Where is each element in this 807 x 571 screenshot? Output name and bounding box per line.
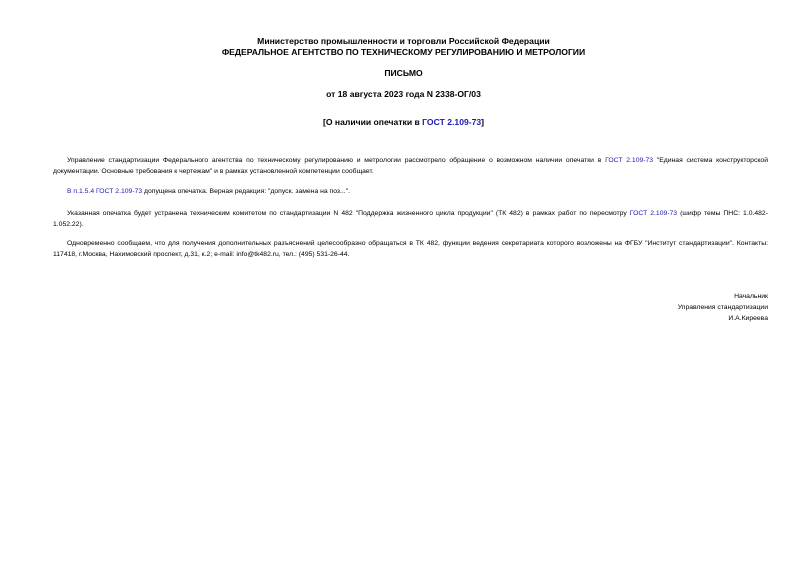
agency-title: ФЕДЕРАЛЬНОЕ АГЕНТСТВО ПО ТЕХНИЧЕСКОМУ РЕГУЛИРОВАНИЮ И МЕТРОЛОГИИ: [221, 47, 586, 57]
paragraph-request-text-before: Управление стандартизации Федерального агентства по техническому регулированию и метрологии рассмотрело обращение о возможном наличии опечатки в: [67, 157, 606, 164]
document-date-number: от 18 августа 2023 года N 2338-ОГ/03: [326, 89, 481, 99]
document-type: ПИСЬМО: [384, 68, 423, 78]
paragraph-contacts: Одновременно сообщаем, что для получения дополнительных разъяснений целесообразно обращаться в ТК 482, функции ведения секретариата которого возложены на ФГБУ "Институт стандартизации". Контакты: 117418, г.Москва, Нахимовский проспект, д.31, к.2; e-mail: info@tk482.ru, тел.: (495) 531-26-44.: [53, 240, 768, 258]
ministry-title: Министерство промышленности и торговли Российской Федерации: [257, 36, 550, 46]
paragraph-typo: [53, 186, 768, 197]
paragraph-typo-gost-link[interactable]: В п.1.5.4 ГОСТ 2.109-73: [67, 188, 143, 195]
paragraph-request-gost-link[interactable]: ГОСТ 2.109-73: [605, 157, 654, 164]
signature-position: Начальник: [734, 293, 768, 300]
subject-suffix: ]: [481, 117, 485, 127]
paragraph-typo-text: допущена опечатка. Верная редакция: "допуск. замена на поз...".: [142, 188, 350, 195]
subject-prefix: [О наличии опечатки в: [322, 117, 423, 127]
paragraph-committee: [53, 208, 768, 230]
document-subject: [0, 117, 807, 128]
signature-department: Управления стандартизации: [677, 304, 768, 311]
paragraph-committee-text-before: Указанная опечатка будет устранена техническим комитетом по стандартизации N 482 "Поддержка жизненного цикла продукции" (ТК 482) в рамках работ по пересмотру: [67, 210, 630, 217]
paragraph-committee-gost-link[interactable]: ГОСТ 2.109-73: [629, 210, 678, 217]
signature-name: И.А.Киреева: [728, 315, 768, 322]
paragraph-request-text-after: "Единая система конструкторской документации. Основные требования к чертежам" и в рамках установленной компетенции сообщает.: [53, 157, 768, 175]
subject-gost-link[interactable]: ГОСТ 2.109-73: [422, 117, 482, 127]
paragraph-committee-text-after: (шифр темы ПНС: 1.0.482-1.052.22).: [53, 210, 768, 228]
signature-block: [678, 291, 768, 324]
paragraph-request: [53, 155, 768, 177]
